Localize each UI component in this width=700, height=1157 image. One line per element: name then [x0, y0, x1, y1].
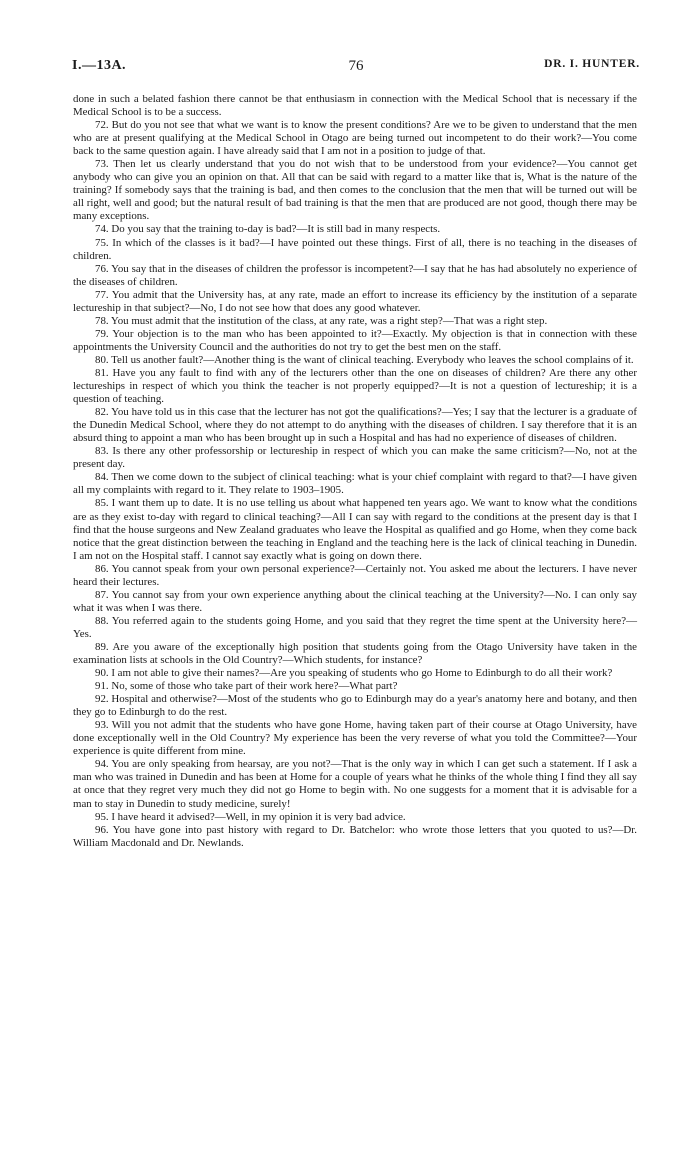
page-number: 76 — [348, 58, 364, 74]
paragraph-q95: 95. I have heard it advised?—Well, in my opinion it is very bad advice. — [95, 810, 406, 823]
paragraph-q75: 75. In which of the classes is it bad?—I have pointed out these things. First of all, there is no teaching in the diseases of children. — [73, 236, 637, 262]
paragraph-q85: 85. I want them up to date. It is no use telling us about what happened ten years ago. We want to know what the conditions are as they exist to-day with regard to clinical teaching?—All I can say with regard to the conditions at the present day is that I find that the house surgeons and New Zealand graduates who leave the Hospital as qualified and go Home, when they come back notice that the great distinction between the teaching in England and the teaching here is the lack of clinical teaching in Dunedin. I am not on the Hospital staff. I cannot say exactly what is going on down there. — [73, 497, 637, 562]
paragraph-q90: 90. I am not able to give their names?—Are you speaking of students who go Home to Edinburgh to do all their work? — [95, 667, 613, 680]
paragraph-q80: 80. Tell us another fault?—Another thing is the want of clinical teaching. Everybody who leaves the school complains of it. — [95, 353, 634, 366]
witness-name: DR. I. HUNTER. — [544, 58, 640, 70]
paragraph-q92: 92. Hospital and otherwise?—Most of the students who go to Edinburgh may do a year's anatomy here and botany, and then they go to Edinburgh to do the rest. — [73, 693, 637, 719]
paragraph-q81: 81. Have you any fault to find with any of the lecturers other than the one on diseases of children? Are there any other lectureships in respect of which you think the teacher is not properly equipped?—It is not a question of lectureship; it is a question of teaching. — [73, 366, 637, 406]
page-header — [72, 58, 640, 78]
paragraph-q88: 88. You referred again to the students going Home, and you said that they regret the time spent at the University here?—Yes. — [73, 614, 637, 640]
paragraph-q93: 93. Will you not admit that the students who have gone Home, having taken part of their course at Otago University, have done exceptionally well in the Old Country? My experience has been the very reverse of what you told the Committee?—Your experience is quite different from mine. — [73, 719, 637, 758]
evidence-text — [73, 93, 637, 850]
paragraph-q89: 89. Are you aware of the exceptionally high position that students going from the Otago University have taken in the examination lists at schools in the Old Country?—Which students, for instance? — [73, 640, 637, 667]
paragraph-q87: 87. You cannot say from your own experience anything about the clinical teaching at the University?—No. I can only say what it was when I was there. — [73, 588, 637, 614]
paragraph-continued: done in such a belated fashion there cannot be that enthusiasm in connection with the Medical School that is necessary if the Medical School is to be a success. — [73, 93, 637, 119]
paragraph-q72: 72. But do you not see that what we want is to know the present conditions? Are we to be given to understand that the men who are at present qualifying at the Medical School in Otago are being turned out incompetent to do their work?—You come back to the same question again. I have already said that I am not in a position to judge of that. — [73, 119, 637, 158]
paragraph-q77: 77. You admit that the University has, at any rate, made an effort to increase its efficiency by the institution of a separate lectureship in that subject?—No, I do not see how that does any good whatever. — [73, 288, 637, 314]
paragraph-q86: 86. You cannot speak from your own personal experience?—Certainly not. You asked me about the lecturers. I have never heard their lectures. — [73, 562, 637, 588]
paragraph-q91: 91. No, some of those who take part of their work here?—What part? — [95, 680, 398, 693]
paragraph-q73: 73. Then let us clearly understand that you do not wish that to be understood from your evidence?—You cannot get anybody who can give you an opinion on that. All that can be said with regard to a matter like that is, What is the nature of the training? If somebody says that the training is bad, and then comes to the conclusion that the men that will be turned out will be all right, well and good; but the natural result of bad training is that the men that are produced are not good, though there may be many exceptions. — [73, 158, 637, 223]
paragraph-q82: 82. You have told us in this case that the lecturer has not got the qualifications?—Yes; I say that the lecturer is a graduate of the Dunedin Medical School, where they do not attempt to do anything with the diseases of children. I say therefore that it is an absurd thing to appoint a man who has been brought up in such a Hospital and has had no experience of diseases of children. — [73, 406, 637, 445]
paragraph-q83: 83. Is there any other professorship or lectureship in respect of which you can make the same criticism?—No, not at the present day. — [73, 445, 637, 471]
paragraph-q74: 74. Do you say that the training to-day is bad?—It is still bad in many respects. — [95, 223, 441, 236]
paragraph-q76: 76. You say that in the diseases of children the professor is incompetent?—I say that he has had absolutely no experience of the diseases of children. — [73, 262, 637, 288]
paragraph-q78: 78. You must admit that the institution of the class, at any rate, was a right step?—That was a right step. — [95, 314, 548, 327]
paragraph-q79: 79. Your objection is to the man who has been appointed to it?—Exactly. My objection is that in connection with these appointments the University Council and the authorities do not try to get the best men on the staff. — [73, 327, 637, 353]
paragraph-q94: 94. You are only speaking from hearsay, are you not?—That is the only way in which I can get such a statement. If I ask a man who was trained in Dunedin and has been at Home for a couple of years what he thinks of the whole thing I find they all say at once that they regret very much they did not go Home to begin with. No one suggests for a moment that it is advisable for a man to stay in Dunedin to study medicine, surely! — [73, 758, 637, 810]
paragraph-q96: 96. You have gone into past history with regard to Dr. Batchelor: who wrote those letters that you quoted to us?—Dr. William Macdonald and Dr. Newlands. — [73, 823, 637, 849]
paper-reference: I.—13A. — [72, 58, 127, 73]
paragraph-q84: 84. Then we come down to the subject of clinical teaching: what is your chief complaint with regard to that?—I have given all my complaints with regard to it. They relate to 1903–1905. — [73, 471, 637, 497]
